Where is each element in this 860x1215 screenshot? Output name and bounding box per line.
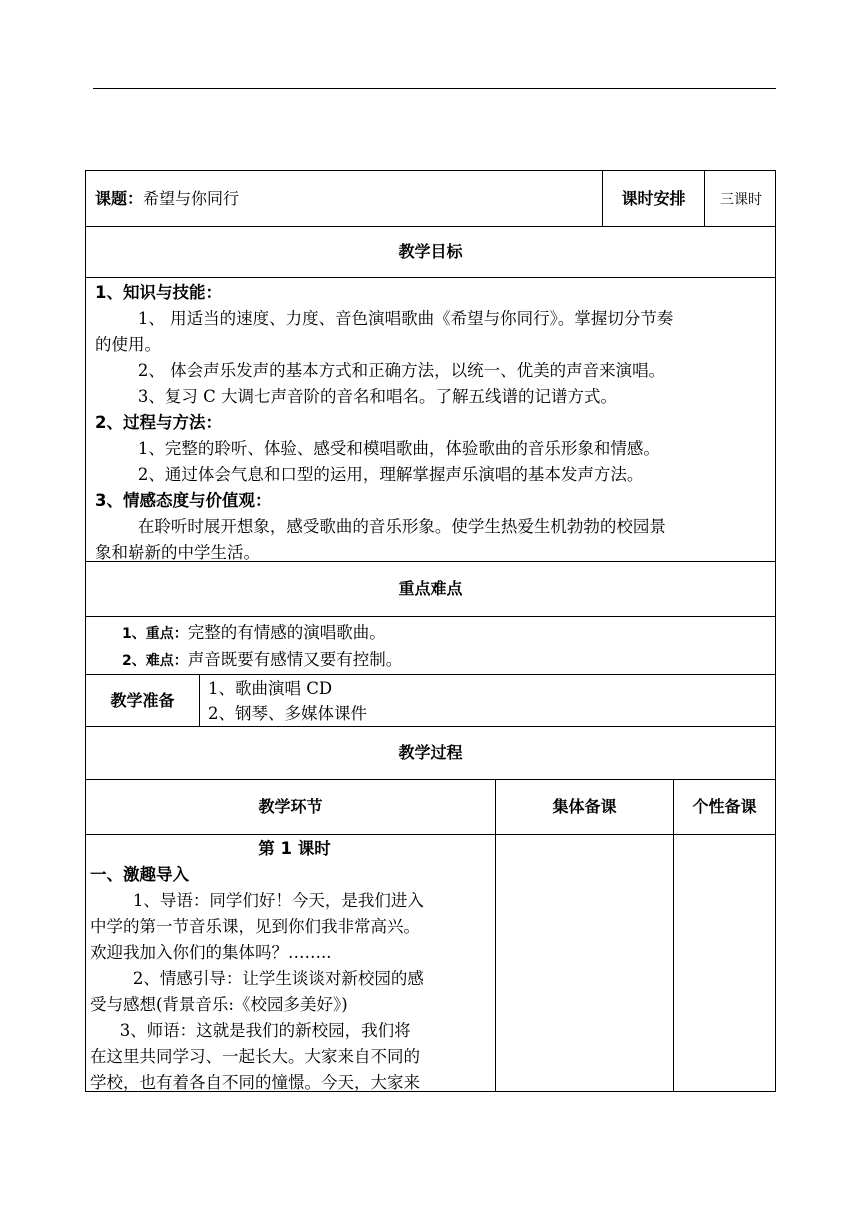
process-line: 2、情感引导：让学生谈谈对新校园的感 xyxy=(132,969,424,988)
process-line: 在这里共同学习、一起长大。大家来自不同的 xyxy=(90,1047,420,1066)
col-header-steps xyxy=(86,780,495,834)
topic-row xyxy=(86,171,775,227)
keypoint-item xyxy=(122,620,767,647)
col-header-label: 个性备课 xyxy=(692,797,757,816)
section-heading: 一、激趣导入 xyxy=(90,865,189,884)
preparation-item: 1、歌曲演唱 CD xyxy=(208,679,333,698)
keypoint-text: 声音既要有感情又要有控制。 xyxy=(187,650,403,669)
process-steps-cell xyxy=(86,835,495,1091)
objective-heading-1: 1、知识与技能： xyxy=(95,283,222,302)
objective-line: 的使用。 xyxy=(95,335,161,354)
col-header-collective xyxy=(495,780,673,834)
objective-line: 3、复习 C 大调七声音阶的音名和唱名。了解五线谱的记谱方式。 xyxy=(137,387,618,406)
topic-label: 课题： xyxy=(95,188,144,208)
preparation-item: 2、钢琴、多媒体课件 xyxy=(208,704,367,723)
process-body-row xyxy=(86,835,775,1091)
preparation-row xyxy=(86,675,775,727)
keypoints-title: 重点难点 xyxy=(398,579,463,598)
keypoint-text: 完整的有情感的演唱歌曲。 xyxy=(187,623,386,642)
schedule-value-cell xyxy=(704,171,777,226)
schedule-value: 三课时 xyxy=(720,191,762,208)
lesson-heading: 第 1 课时 xyxy=(258,839,331,858)
topic-value: 希望与你同行 xyxy=(143,188,240,208)
personal-notes-cell xyxy=(673,835,775,1091)
header-rule xyxy=(93,88,776,89)
keypoint-label: 2、难点： xyxy=(122,653,188,669)
process-title: 教学过程 xyxy=(398,743,463,762)
schedule-label: 课时安排 xyxy=(621,188,686,208)
process-line: 受与感想(背景音乐:《校园多美好》) xyxy=(90,995,348,1014)
objective-line: 2、通过体会气息和口型的运用，理解掌握声乐演唱的基本发声方法。 xyxy=(137,465,644,484)
objective-heading-2: 2、过程与方法： xyxy=(95,413,222,432)
objectives-body xyxy=(86,278,775,562)
col-header-label: 教学环节 xyxy=(258,797,323,816)
collective-notes-cell xyxy=(495,835,673,1091)
process-line: 1、导语：同学们好！今天，是我们进入 xyxy=(132,891,424,910)
keypoint-label: 1、重点： xyxy=(122,626,188,642)
lesson-plan-table xyxy=(85,170,776,1092)
objectives-title: 教学目标 xyxy=(398,242,463,261)
process-line: 欢迎我加入你们的集体吗？…….. xyxy=(90,943,332,962)
process-line: 3、师语：这就是我们的新校园，我们将 xyxy=(119,1021,411,1040)
objective-line: 1、完整的聆听、体验、感受和模唱歌曲，体验歌曲的音乐形象和情感。 xyxy=(137,439,660,458)
objective-line: 象和崭新的中学生活。 xyxy=(95,543,260,562)
keypoints-title-row xyxy=(86,562,775,617)
topic-cell xyxy=(86,171,602,226)
preparation-label: 教学准备 xyxy=(110,690,175,710)
objective-heading-3: 3、情感态度与价值观： xyxy=(95,491,272,510)
objective-line: 1、 用适当的速度、力度、音色演唱歌曲《希望与你同行》。掌握切分节奏 xyxy=(137,309,674,328)
keypoint-item xyxy=(122,647,767,674)
process-line: 中学的第一节音乐课，见到你们我非常高兴。 xyxy=(90,917,420,936)
process-line: 学校，也有着各自不同的憧憬。今天，大家来 xyxy=(90,1073,420,1092)
preparation-items-cell xyxy=(199,675,775,726)
process-header-row xyxy=(86,780,775,835)
objective-line: 在聆听时展开想象，感受歌曲的音乐形象。使学生热爱生机勃勃的校园景 xyxy=(137,517,666,536)
preparation-label-cell xyxy=(86,675,199,726)
schedule-label-cell xyxy=(602,171,704,226)
col-header-label: 集体备课 xyxy=(552,797,617,816)
objective-line: 2、 体会声乐发声的基本方式和正确方法，以统一、优美的声音来演唱。 xyxy=(137,361,666,380)
keypoints-body xyxy=(86,617,775,675)
objectives-title-row xyxy=(86,227,775,278)
process-title-row xyxy=(86,727,775,780)
col-header-personal xyxy=(673,780,775,834)
